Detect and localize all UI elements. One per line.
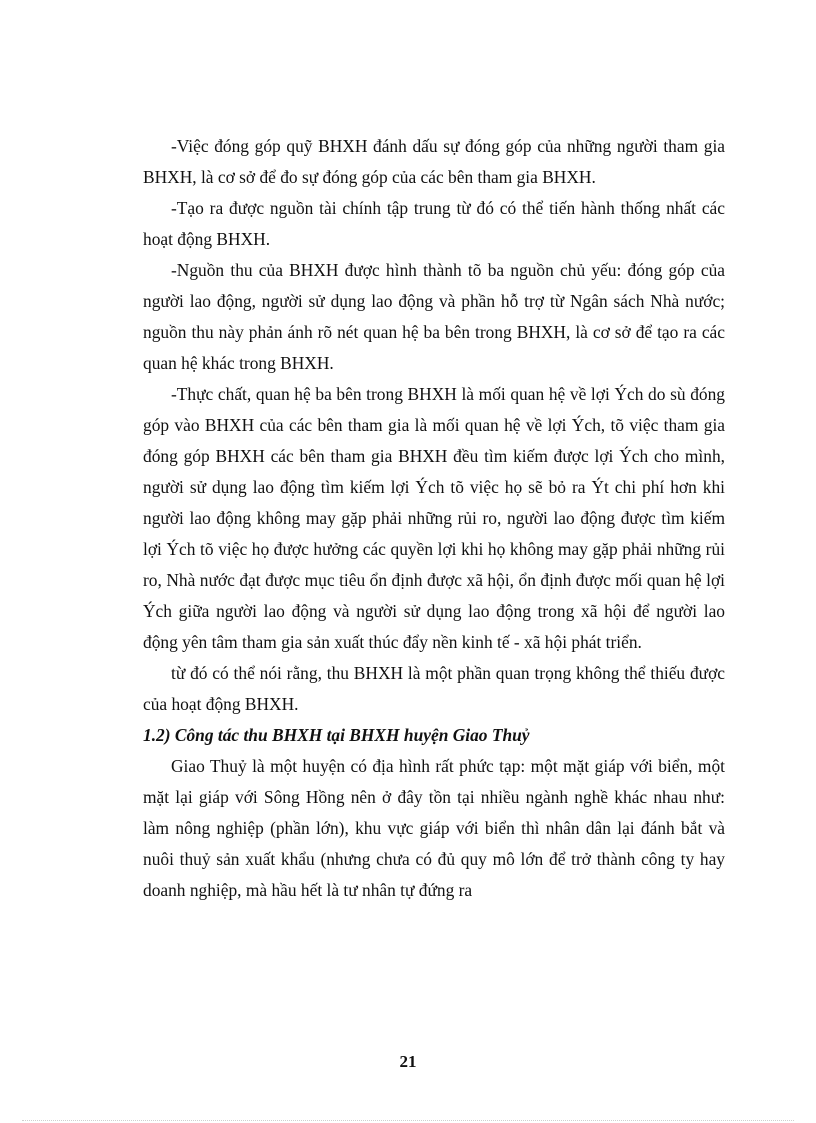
page-number: 21 (399, 1052, 417, 1071)
body-text (143, 131, 725, 906)
paragraph-three-party-relation: -Thực chất, quan hệ ba bên trong BHXH là mối quan hệ về lợi Ých do sù đóng góp vào BHXH của các bên tham gia là mối quan hệ về lợi Ých, tõ việc tham gia đóng góp BHXH các bên tham gia BHXH đều tìm kiếm được lợi Ých cho mình, người sử dụng lao động tìm kiếm lợi Ých tõ việc họ sẽ bỏ ra Ýt chi phí hơn khi người lao động không may gặp phải những rủi ro, người lao động được tìm kiếm lợi Ých tõ việc họ được hưởng các quyền lợi khi họ không may gặp phải những rủi ro, Nhà nước đạt được mục tiêu ổn định được xã hội, ổn định được mối quan hệ lợi Ých giữa người lao động và người sử dụng lao động trong xã hội để người lao động yên tâm tham gia sản xuất thúc đẩy nền kinh tế - xã hội phát triển. (143, 384, 725, 652)
paragraph-financial-source: -Tạo ra được nguồn tài chính tập trung từ đó có thể tiến hành thống nhất các hoạt động BHXH. (143, 198, 725, 249)
paragraph-contribution: -Việc đóng góp quỹ BHXH đánh dấu sự đóng góp của những người tham gia BHXH, là cơ sở để đo sự đóng góp của các bên tham gia BHXH. (143, 136, 725, 187)
paragraph-giao-thuy: Giao Thuỷ là một huyện có địa hình rất phức tạp: một mặt giáp với biển, một mặt lại giáp với Sông Hồng nên ở đây tồn tại nhiều ngành nghề khác nhau như: làm nông nghiệp (phần lớn), khu vực giáp với biển thì nhân dân lại đánh bắt và nuôi thuỷ sản xuất khẩu (nhưng chưa có đủ quy mô lớn để trở thành công ty hay doanh nghiệp, mà hầu hết là tư nhân tự đứng ra (143, 756, 725, 900)
section-heading: 1.2) Công tác thu BHXH tại BHXH huyện Giao Thuỷ (143, 725, 530, 745)
page-bottom-divider (22, 1120, 794, 1121)
paragraph-revenue-sources: -Nguồn thu của BHXH được hình thành tõ ba nguồn chủ yếu: đóng góp của người lao động, người sử dụng lao động và phần hỗ trợ từ Ngân sách Nhà nước; nguồn thu này phản ánh rõ nét quan hệ ba bên trong BHXH, là cơ sở để tạo ra các quan hệ khác trong BHXH. (143, 260, 725, 373)
paragraph-conclusion: từ đó có thể nói rằng, thu BHXH là một phần quan trọng không thể thiếu được của hoạt động BHXH. (143, 663, 725, 714)
